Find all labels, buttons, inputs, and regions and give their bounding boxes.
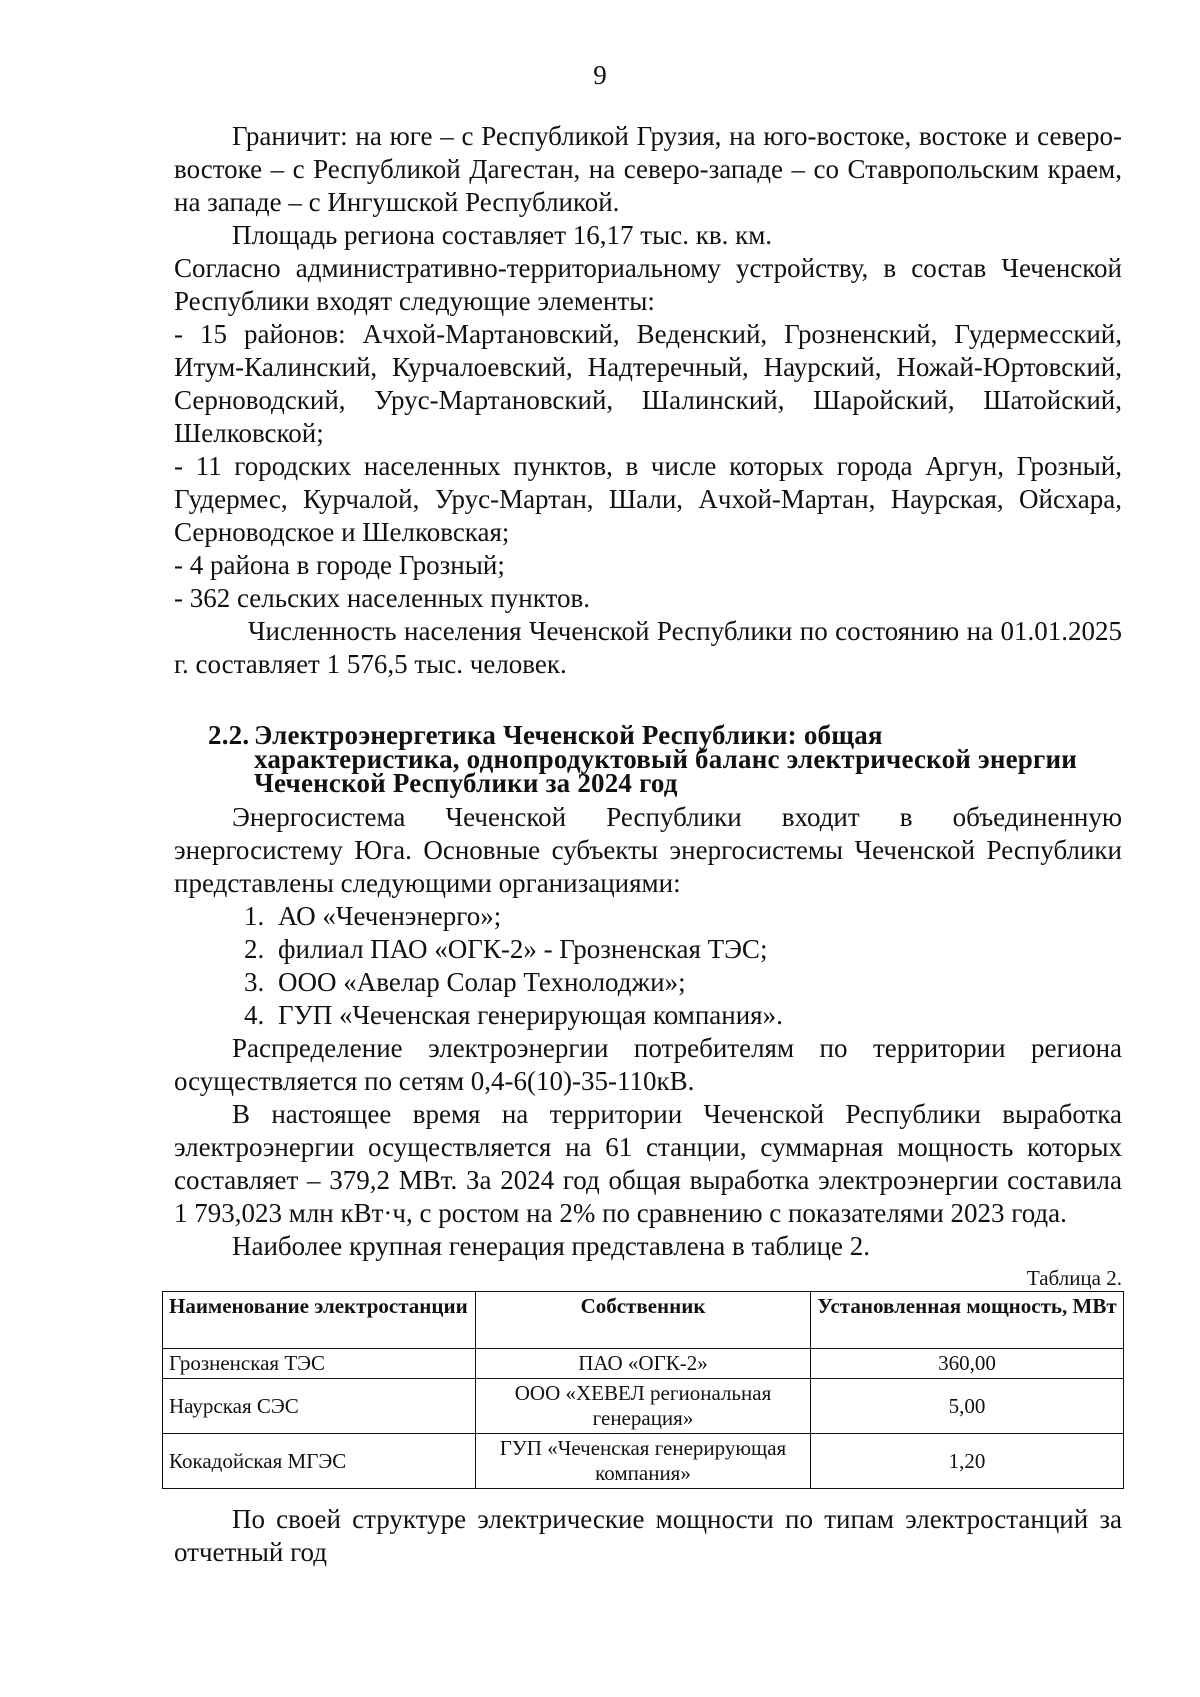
- paragraph-distribution: Распределение электроэнергии потребителям по территории региона осуществляется по сетям 0,4-6(10)-35-110кВ.: [174, 1033, 1122, 1096]
- list-item: 3. ООО «Авелар Солар Технолоджи»;: [244, 967, 686, 997]
- list-item: 4. ГУП «Чеченская генерирующая компания».: [244, 1000, 783, 1030]
- paragraph-rural-settlements: - 362 сельских населенных пунктов.: [174, 583, 590, 613]
- cell-owner: ПАО «ОГК-2»: [476, 1349, 811, 1379]
- section-number: 2.2.: [208, 720, 250, 750]
- paragraph-city-districts: - 4 района в городе Грозный;: [174, 550, 505, 580]
- header-capacity: Установленная мощность, МВт: [811, 1292, 1124, 1349]
- cell-plant-name: Кокадойская МГЭС: [163, 1434, 476, 1489]
- cell-capacity: 1,20: [811, 1434, 1124, 1489]
- header-owner: Собственник: [476, 1292, 811, 1349]
- section-title-line-1: Электроэнергетика Чеченской Республики: общая: [254, 720, 883, 750]
- paragraph-area: Площадь региона составляет 16,17 тыс. кв. км.: [232, 220, 773, 250]
- paragraph-closing: По своей структуре электрические мощности по типам электростанций за отчетный год: [174, 1504, 1122, 1567]
- paragraph-districts: - 15 районов: Ачхой-Мартановский, Веденский, Грозненский, Гудермесский, Итум-Калинский, Курчалоевский, Надтеречный, Наурский, Ножай-Юртовский, Серноводский, Урус-Мартановский, Шалинский, Шаройский, Шатойский, Шелковской;: [174, 319, 1122, 448]
- table-caption: Таблица 2.: [1026, 1266, 1122, 1290]
- paragraph-largest-generation: Наиболее крупная генерация представлена в таблице 2.: [232, 1231, 870, 1261]
- table-header-row: [163, 1292, 1124, 1349]
- cell-capacity: 5,00: [811, 1379, 1124, 1434]
- paragraph-borders: Граничит: на юге – с Республикой Грузия, на юго-востоке, востоке и северо-востоке – с Республикой Дагестан, на северо-западе – со Ставропольским краем, на западе – с Ингушской Республикой.: [174, 121, 1122, 217]
- cell-capacity: 360,00: [811, 1349, 1124, 1379]
- table-row: [163, 1379, 1124, 1434]
- section-title-line-2: характеристика, однопродуктовый баланс электрической энергии: [254, 744, 1077, 774]
- table-row: [163, 1349, 1124, 1379]
- generation-table: [162, 1291, 1124, 1489]
- table-row: [163, 1434, 1124, 1489]
- list-item: 2. филиал ПАО «ОГК-2» - Грозненская ТЭС;: [244, 934, 768, 964]
- organization-list: [174, 900, 1122, 1032]
- cell-plant-name: Наурская СЭС: [163, 1379, 476, 1434]
- page-number: 9: [593, 60, 607, 90]
- paragraph-admin-structure: Согласно административно-территориальному устройству, в состав Чеченской Республики входят следующие элементы:: [174, 253, 1122, 316]
- header-plant-name: Наименование электростанции: [163, 1292, 476, 1349]
- list-item: 1. АО «Чеченэнерго»;: [244, 901, 502, 931]
- section-title-line-3: Чеченской Республики за 2024 год: [254, 768, 678, 798]
- paragraph-population: Численность населения Чеченской Республики по состоянию на 01.01.2025 г. составляет 1 576,5 тыс. человек.: [174, 616, 1122, 679]
- paragraph-urban-settlements: - 11 городских населенных пунктов, в числе которых города Аргун, Грозный, Гудермес, Курчалой, Урус-Мартан, Шали, Ачхой-Мартан, Наурская, Ойсхара, Серноводское и Шелковская;: [174, 451, 1122, 547]
- section-heading: [174, 720, 1122, 798]
- document-body: [169, 120, 1122, 1569]
- cell-owner: ГУП «Чеченская генерирующая компания»: [476, 1434, 811, 1489]
- cell-plant-name: Грозненская ТЭС: [163, 1349, 476, 1379]
- paragraph-energy-system: Энергосистема Чеченской Республики входит в объединенную энергосистему Юга. Основные субъекты энергосистемы Чеченской Республики представлены следующими организациями:: [174, 802, 1122, 898]
- paragraph-generation: В настоящее время на территории Чеченской Республики выработка электроэнергии осуществляется на 61 станции, суммарная мощность которых составляет – 379,2 МВт. За 2024 год общая выработка электроэнергии составила 1 793,023 млн кВт·ч, с ростом на 2% по сравнению с показателями 2023 года.: [174, 1099, 1122, 1228]
- cell-owner: ООО «ХЕВЕЛ региональная генерация»: [476, 1379, 811, 1434]
